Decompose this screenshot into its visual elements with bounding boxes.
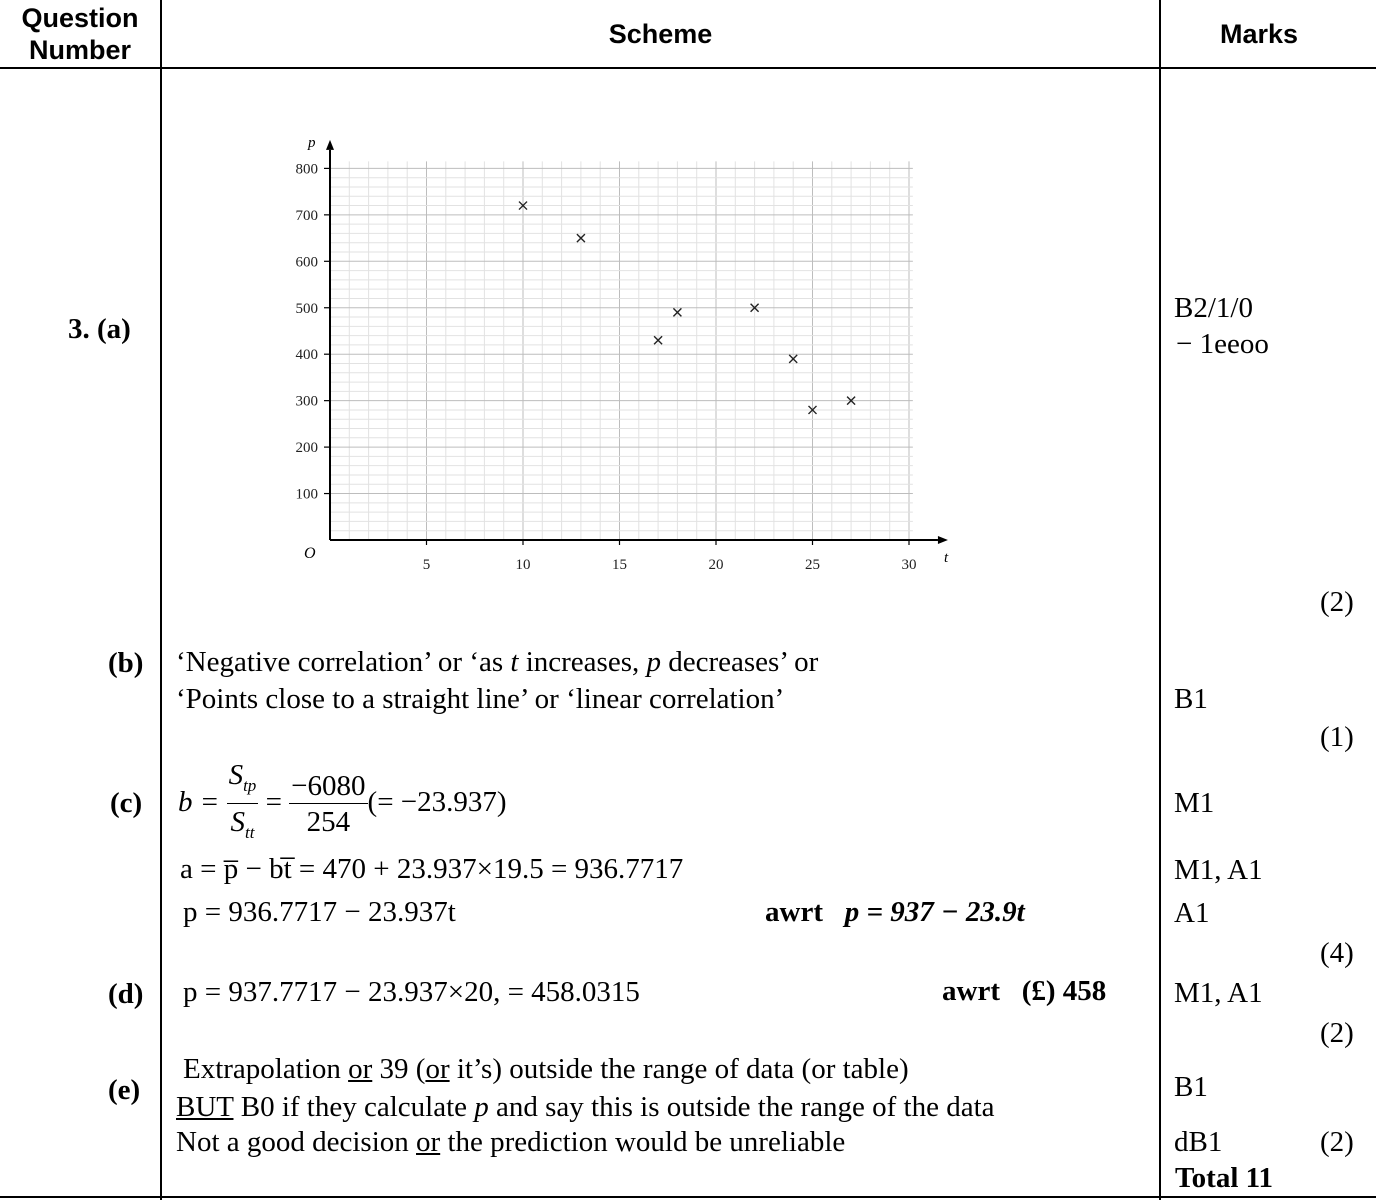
part-b-line1-t: t (510, 646, 519, 678)
part-c-numerator: −6080 (291, 769, 366, 802)
y-axis-label: p (308, 134, 316, 151)
x-tick-label: 25 (805, 557, 820, 573)
table-border-right (1159, 0, 1161, 1200)
part-e-mark1: B1 (1174, 1071, 1208, 1103)
part-e-line2 (176, 1090, 995, 1124)
part-e-l1-c: it’s) outside the range of data (or table) (449, 1053, 909, 1085)
part-e-l1-a: Extrapolation (183, 1053, 349, 1085)
part-b-line2: ‘Points close to a straight line’ or ‘linear correlation’ (176, 683, 785, 715)
part-b-line1-c: decreases’ or (661, 646, 819, 678)
part-e-label: (e) (108, 1074, 141, 1106)
part-c-s-num-sub: tp (243, 775, 257, 795)
part-c-denominator: 254 (306, 805, 351, 838)
part-a-points: (2) (1320, 586, 1354, 618)
part-e-l3-b: the prediction would be unreliable (440, 1126, 846, 1158)
y-tick-label: 700 (295, 207, 318, 224)
part-c-b-eq: b = (178, 785, 220, 818)
part-c-s-numerator (227, 758, 259, 804)
y-tick-label: 500 (295, 300, 318, 317)
y-tick-label: 800 (295, 161, 318, 178)
part-b-line1-b: increases, (518, 646, 647, 678)
y-tick-label: 200 (295, 440, 318, 457)
x-tick-label: 10 (515, 557, 531, 573)
origin-label: O (304, 545, 316, 562)
part-c-s-den-sub: tt (244, 822, 255, 842)
part-c-label: (c) (110, 787, 143, 819)
part-e-l2-b: and say this is outside the range of the data (488, 1091, 995, 1123)
part-e-l1-or: or (348, 1053, 373, 1085)
header-marks: Marks (1219, 19, 1299, 49)
y-tick-label: 600 (295, 254, 318, 271)
part-b-line1-p: p (646, 646, 661, 678)
part-e-l2-a: B0 if they calculate (233, 1091, 475, 1123)
part-d-awrt-value: (£) 458 (1021, 975, 1107, 1007)
y-tick-label: 100 (295, 486, 318, 503)
x-axis-arrow (938, 536, 948, 544)
chart-grid (330, 161, 913, 540)
part-d-awrt-label: awrt (942, 975, 1000, 1007)
part-b-mark: B1 (1174, 683, 1208, 715)
part-e-l3-a: Not a good decision (176, 1126, 417, 1158)
part-c-equals: = (265, 785, 282, 818)
part-e-l1-or2: or (425, 1053, 450, 1085)
y-tick-label: 300 (295, 393, 318, 410)
part-a-mark-note: − 1eeoo (1176, 328, 1269, 360)
part-b-points: (1) (1320, 721, 1354, 753)
header-scheme: Scheme (608, 19, 713, 49)
part-a-label: 3. (a) (68, 313, 131, 345)
table-border-left (160, 0, 162, 1200)
part-c-slope-formula (178, 758, 507, 842)
part-c-awrt-value: p = 937 − 23.9t (844, 896, 1025, 928)
y-axis-arrow (326, 140, 334, 150)
part-c-s-num-letter: S (228, 759, 244, 791)
x-tick-label: 5 (422, 557, 431, 573)
header-divider (0, 67, 1376, 69)
part-d-mark: M1, A1 (1174, 977, 1263, 1009)
part-d-awrt (942, 974, 1106, 1008)
part-d-line: p = 937.7717 − 23.937×20, = 458.0315 (183, 976, 640, 1008)
scatter-chart (270, 125, 970, 605)
part-c-mark3: A1 (1174, 897, 1210, 929)
part-e-line3 (176, 1125, 845, 1159)
header-question-number: Question Number (21, 3, 139, 65)
part-c-awrt (765, 895, 1025, 929)
part-c-mark2: M1, A1 (1174, 854, 1263, 886)
part-e-points: (2) (1320, 1126, 1354, 1158)
part-e-l2-but: BUT (176, 1091, 234, 1123)
part-d-label: (d) (108, 978, 144, 1010)
x-tick-label: 20 (708, 557, 724, 573)
part-d-points: (2) (1320, 1017, 1354, 1049)
part-c-s-fraction (227, 758, 259, 851)
part-c-s-denominator (227, 804, 259, 851)
part-c-num-fraction (289, 769, 367, 840)
total-marks: Total 11 (1175, 1162, 1274, 1194)
part-c-mark1: M1 (1174, 787, 1215, 819)
part-b-label: (b) (108, 647, 144, 679)
part-b-line1-a: ‘Negative correlation’ or ‘as (176, 646, 511, 678)
x-axis-label: t (943, 550, 949, 566)
part-c-approx: (= −23.937) (367, 785, 507, 818)
y-tick-label: 400 (295, 347, 318, 364)
part-e-l1-b: 39 ( (372, 1053, 426, 1085)
part-a-mark: B2/1/0 (1174, 292, 1253, 324)
x-tick-label: 30 (901, 557, 917, 573)
part-c-line3: p = 936.7717 − 23.937t (183, 896, 456, 928)
part-c-line2: a = p̅ − bt̅ = 470 + 23.937×19.5 = 936.7717 (180, 853, 684, 885)
part-c-awrt-label: awrt (765, 896, 823, 928)
part-b-line1 (176, 645, 818, 679)
part-c-s-den-letter: S (230, 805, 245, 838)
part-c-points: (4) (1320, 937, 1354, 969)
x-tick-label: 15 (612, 557, 627, 573)
part-e-mark2: dB1 (1174, 1126, 1223, 1158)
table-bottom (0, 1196, 1376, 1198)
part-e-l3-or: or (416, 1126, 441, 1158)
part-e-l2-p: p (474, 1091, 489, 1123)
part-e-line1 (183, 1052, 909, 1086)
